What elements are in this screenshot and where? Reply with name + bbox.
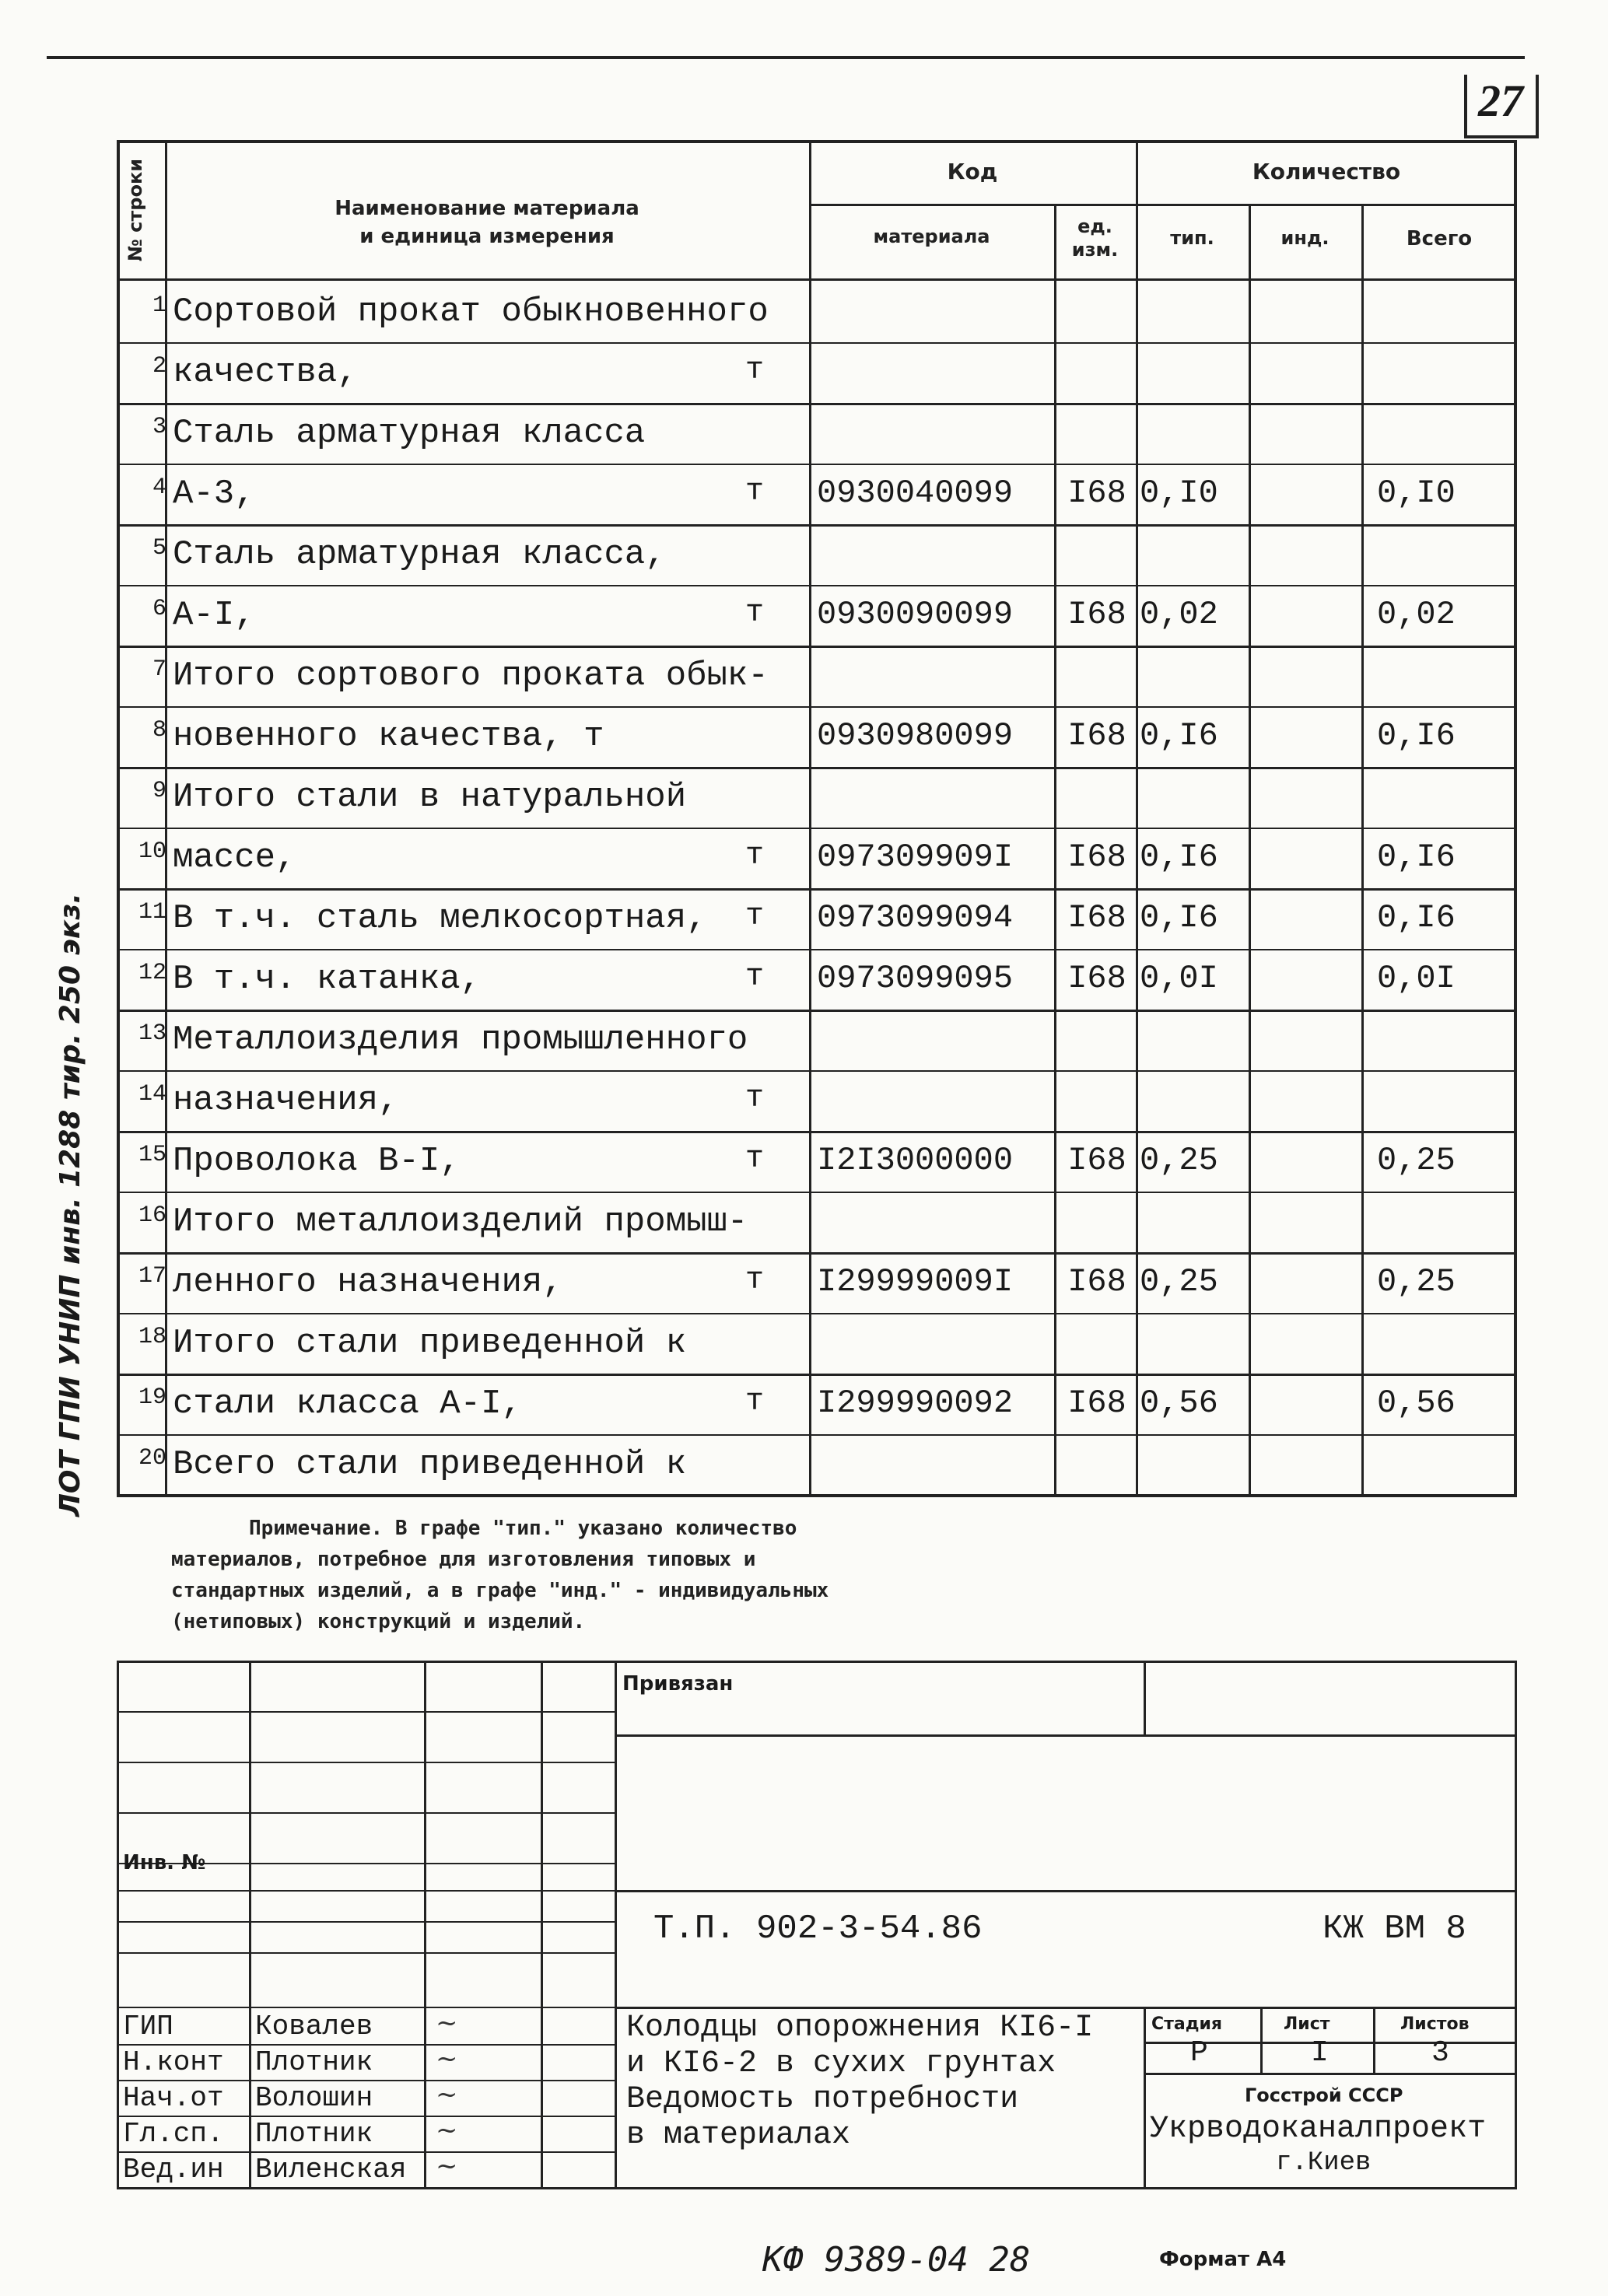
table-row	[117, 828, 1517, 882]
row-divider	[117, 1070, 1517, 1072]
header-row-no: № строки	[124, 158, 146, 262]
qty-typ: 0,I6	[1140, 717, 1218, 754]
unit-code: I68	[1067, 899, 1126, 936]
row-number: 10	[138, 838, 166, 865]
unit-mark: т	[744, 899, 764, 934]
table-row	[117, 1374, 1517, 1428]
signatory-role: ГИП	[123, 2011, 173, 2042]
row-number: 4	[152, 474, 166, 501]
row-divider	[117, 342, 1517, 344]
header-code-unit: ед. изм.	[1071, 215, 1119, 261]
unit-code: I68	[1067, 1384, 1126, 1422]
header-name: Наименование материала и единица измерения	[335, 197, 639, 248]
qty-typ: 0,I6	[1140, 838, 1218, 876]
qty-total: 0,I6	[1377, 717, 1456, 754]
row-divider	[117, 464, 1517, 465]
material-name: Сталь арматурная класса	[173, 414, 646, 453]
stamp-grid-line	[117, 2116, 615, 2117]
qty-total: 0,I6	[1377, 899, 1456, 936]
row-number: 16	[138, 1202, 166, 1229]
signature: ~	[436, 2115, 458, 2146]
row-number: 12	[138, 960, 166, 986]
row-number: 3	[152, 414, 166, 440]
table-row	[117, 949, 1517, 1003]
signatory-role: Вед.ин	[123, 2154, 224, 2186]
unit-mark: т	[744, 1142, 764, 1177]
header-qty-ind: инд.	[1280, 227, 1329, 249]
table-row	[117, 1010, 1517, 1064]
row-divider	[117, 706, 1517, 708]
qty-typ: 0,0I	[1140, 960, 1218, 997]
material-name: Итого стали в натуральной	[173, 778, 687, 817]
stamp-divider	[1260, 2007, 1263, 2073]
stamp-line	[1144, 2073, 1517, 2075]
unit-code: I68	[1067, 838, 1126, 876]
material-name: Итого стали приведенной к	[173, 1324, 687, 1363]
signatory-name: Ковалев	[255, 2011, 373, 2042]
table-row	[117, 646, 1517, 700]
stamp-grid-line	[117, 1921, 615, 1923]
table-row	[117, 1434, 1517, 1489]
material-name: Сортовой прокат обыкновенного	[173, 292, 769, 331]
unit-mark: т	[744, 1384, 764, 1419]
stamp-grid-line	[117, 2044, 615, 2046]
row-number: 5	[152, 535, 166, 562]
qty-total: 0,56	[1377, 1384, 1456, 1422]
header-code-group: Код	[947, 159, 998, 184]
row-divider	[117, 949, 1517, 950]
stamp-divider	[1144, 1661, 1146, 1734]
stamp-grid-line	[117, 1812, 615, 1814]
signatory-role: Нач.от	[123, 2082, 224, 2114]
material-name: Итого сортового проката обык-	[173, 656, 769, 695]
sheet-code: КЖ ВМ 8	[1322, 1909, 1466, 1948]
row-divider	[117, 585, 1517, 586]
material-code: 0973099095	[817, 960, 1014, 997]
note: Примечание. В графе "тип." указано количество материалов, потребное для изготовления типовых и стандартных изделий, а в графе "инд." - индивидуальных (нетиповых) конструкций и изделий.	[171, 1517, 829, 1633]
org-line2: Укрводоканалпроект	[1150, 2112, 1487, 2147]
signature: ~	[436, 2043, 458, 2074]
material-name: А-3,	[173, 474, 255, 513]
qty-typ: 0,56	[1140, 1384, 1218, 1422]
row-divider	[117, 403, 1517, 405]
material-code: 0973099094	[817, 899, 1014, 936]
signatory-name: Плотник	[255, 2118, 373, 2150]
privyazan-label: Привязан	[622, 1672, 734, 1696]
material-name: ленного назначения,	[173, 1263, 563, 1302]
row-number: 18	[138, 1324, 166, 1350]
stamp-line	[615, 2007, 1517, 2009]
row-number: 7	[152, 656, 166, 683]
unit-mark: т	[744, 1081, 764, 1116]
row-number: 20	[138, 1445, 166, 1472]
table-row	[117, 403, 1517, 457]
row-number: 8	[152, 717, 166, 744]
stage-value: Р	[1190, 2036, 1208, 2070]
unit-mark: т	[744, 596, 764, 631]
unit-code: I68	[1067, 1263, 1126, 1300]
unit-mark: т	[744, 960, 764, 995]
table-row	[117, 585, 1517, 639]
table-row	[117, 282, 1517, 336]
material-name: качества,	[173, 353, 358, 392]
sheets-value: 3	[1431, 2036, 1449, 2070]
header-code-material: материала	[873, 226, 990, 247]
footer-code: КФ 9389-04 28	[762, 2240, 1031, 2280]
unit-mark: т	[744, 353, 764, 388]
table-row	[117, 767, 1517, 821]
qty-typ: 0,25	[1140, 1263, 1218, 1300]
header-qty-total: Всего	[1406, 227, 1473, 250]
table-row	[117, 1070, 1517, 1125]
row-divider	[117, 888, 1517, 891]
qty-typ: 0,I6	[1140, 899, 1218, 936]
page-number: 27	[1478, 75, 1523, 126]
stamp-line	[615, 1890, 1517, 1892]
unit-code: I68	[1067, 717, 1126, 754]
row-number: 1	[152, 292, 166, 319]
row-number: 6	[152, 596, 166, 622]
signatory-name: Волошин	[255, 2082, 373, 2114]
stamp-divider	[424, 1661, 426, 2189]
document-title: Колодцы опорожнения КI6-I и КI6-2 в сухих грунтах Ведомость потребности в материалах	[626, 2011, 1094, 2153]
material-code: 0930090099	[817, 596, 1014, 633]
row-divider	[117, 1192, 1517, 1193]
signatory-name: Плотник	[255, 2046, 373, 2078]
stage-label: Стадия	[1151, 2014, 1223, 2034]
row-divider	[117, 524, 1517, 527]
qty-typ: 0,I0	[1140, 474, 1218, 512]
row-number: 15	[138, 1142, 166, 1168]
row-divider	[117, 1374, 1517, 1376]
row-divider	[117, 828, 1517, 829]
material-code: 097309909I	[817, 838, 1014, 876]
material-name: новенного качества, т	[173, 717, 604, 756]
stamp-divider	[541, 1661, 543, 2189]
row-divider	[117, 1434, 1517, 1436]
table-row	[117, 1313, 1517, 1367]
material-name: Итого металлоизделий промыш-	[173, 1202, 748, 1241]
stamp-grid-line	[117, 1890, 615, 1892]
stamp-grid-line	[117, 2151, 615, 2153]
stamp-divider	[249, 1661, 251, 2189]
material-name: Металлоизделия промышленного	[173, 1020, 748, 1059]
stamp-divider	[615, 1661, 617, 2189]
row-number: 17	[138, 1263, 166, 1290]
header-qty-group: Количество	[1252, 159, 1401, 184]
unit-code: I68	[1067, 596, 1126, 633]
header-subdivider	[809, 204, 1517, 206]
row-number: 13	[138, 1020, 166, 1047]
org-line1: Госстрой СССР	[1245, 2084, 1403, 2106]
qty-typ: 0,25	[1140, 1142, 1218, 1179]
material-name: Проволока В-I,	[173, 1142, 461, 1181]
qty-total: 0,0I	[1377, 960, 1456, 997]
material-name: А-I,	[173, 596, 255, 635]
material-code: I2I3000000	[817, 1142, 1014, 1179]
material-name: В т.ч. сталь мелкосортная,	[173, 899, 707, 938]
material-code: I299990092	[817, 1384, 1014, 1422]
row-divider	[117, 1131, 1517, 1133]
material-name: стали класса А-I,	[173, 1384, 522, 1423]
material-name: В т.ч. катанка,	[173, 960, 482, 999]
qty-total: 0,02	[1377, 596, 1456, 633]
unit-mark: т	[744, 474, 764, 509]
header-qty-typ: тип.	[1170, 227, 1214, 249]
stamp-grid-line	[117, 2080, 615, 2081]
unit-code: I68	[1067, 960, 1126, 997]
row-divider	[117, 1252, 1517, 1255]
stamp-divider	[1373, 2007, 1375, 2073]
side-stamp: ЛОТ ГПИ УНИП инв. 1288 тир. 250 экз.	[54, 893, 86, 1517]
doc-code: Т.П. 902-3-54.86	[653, 1909, 983, 1948]
row-number: 2	[152, 353, 166, 380]
qty-total: 0,25	[1377, 1263, 1456, 1300]
table-row	[117, 1192, 1517, 1246]
stamp-grid-line	[117, 1711, 615, 1713]
unit-code: I68	[1067, 474, 1126, 512]
qty-total: 0,I0	[1377, 474, 1456, 512]
stamp-grid-line	[117, 2007, 615, 2008]
signatory-name: Виленская	[255, 2154, 407, 2186]
row-number: 14	[138, 1081, 166, 1108]
sheet-label: Лист	[1284, 2014, 1330, 2034]
inv-no-label: Инв. №	[123, 1851, 206, 1874]
qty-total: 0,25	[1377, 1142, 1456, 1179]
stamp-line	[615, 1734, 1517, 1737]
row-divider	[117, 1010, 1517, 1012]
unit-mark: т	[744, 838, 764, 873]
row-divider	[117, 767, 1517, 769]
material-code: 0930980099	[817, 717, 1014, 754]
stamp-grid-line	[117, 1762, 615, 1763]
signature: ~	[436, 2007, 458, 2039]
signatory-role: Н.конт	[123, 2046, 224, 2078]
material-name: Сталь арматурная класса,	[173, 535, 666, 574]
material-code: 0930040099	[817, 474, 1014, 512]
qty-typ: 0,02	[1140, 596, 1218, 633]
table-row	[117, 524, 1517, 579]
qty-total: 0,I6	[1377, 838, 1456, 876]
top-border-line	[47, 56, 1525, 59]
row-number: 11	[138, 899, 166, 926]
table-row	[117, 1252, 1517, 1307]
sheet-value: I	[1311, 2036, 1329, 2070]
header-bottom-line	[117, 278, 1517, 281]
format-label: Формат А4	[1159, 2248, 1287, 2271]
signature: ~	[436, 2079, 458, 2110]
material-code: I29999009I	[817, 1263, 1014, 1300]
signatory-role: Гл.сп.	[123, 2118, 224, 2150]
table-row	[117, 706, 1517, 761]
org-line3: г.Киев	[1276, 2148, 1372, 2178]
row-number: 9	[152, 778, 166, 804]
unit-code: I68	[1067, 1142, 1126, 1179]
stamp-divider	[1144, 2007, 1146, 2189]
row-divider	[117, 1313, 1517, 1314]
material-name: Всего стали приведенной к	[173, 1445, 687, 1484]
table-row	[117, 1131, 1517, 1185]
stamp-grid-line	[117, 1952, 615, 1954]
table-row	[117, 888, 1517, 943]
row-number: 19	[138, 1384, 166, 1411]
row-divider	[117, 646, 1517, 648]
unit-mark: т	[744, 1263, 764, 1298]
table-row	[117, 342, 1517, 397]
material-name: назначения,	[173, 1081, 399, 1120]
material-name: массе,	[173, 838, 296, 877]
signature: ~	[436, 2151, 458, 2182]
table-row	[117, 464, 1517, 518]
sheets-label: Листов	[1400, 2014, 1470, 2034]
